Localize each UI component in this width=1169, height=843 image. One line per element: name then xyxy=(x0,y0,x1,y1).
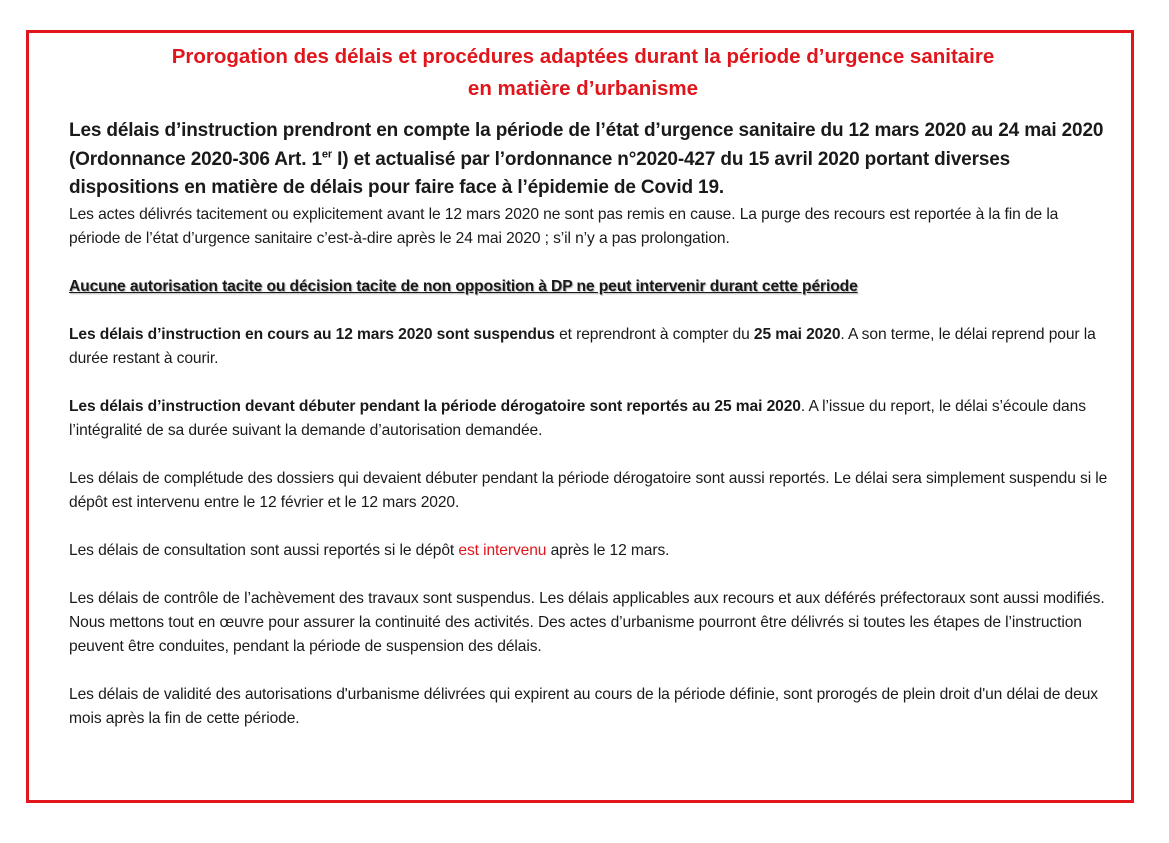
lead-paragraph xyxy=(69,117,1109,203)
lead-text-2: I) et actualisé par l’ordonnance n°2020-427 du 15 avril 2020 portant diverses dispositions en matière de délais pour faire face à l’épidemie de Covid 19. xyxy=(69,148,1011,198)
spacer xyxy=(69,515,1109,539)
lead-text-1: Les délais d’instruction prendront en compte la période de l’état d’urgence sanitaire du 12 mars 2020 au 24 mai 2020 (Ordonnance 2020-306 Art. 1 xyxy=(69,120,1104,170)
plain-text: . A l’issue du report, le délai s’écoule dans l’intégralité de sa durée suivant la demande d’autorisation demandée. xyxy=(69,397,1086,439)
document-frame xyxy=(26,30,1134,803)
plain-text: . A son terme, le délai reprend pour la durée restant à courir. xyxy=(69,325,1096,367)
spacer xyxy=(69,563,1109,587)
bold-date: 25 mai 2020 xyxy=(753,325,841,343)
spacer xyxy=(69,251,1109,275)
paragraph-consultation xyxy=(69,539,1109,563)
spacer xyxy=(69,443,1109,467)
page-title xyxy=(29,41,1137,105)
plain-text: Les délais de consultation sont aussi reportés si le dépôt xyxy=(69,541,459,559)
plain-text: après le 12 mars. xyxy=(546,541,670,559)
title-line-2: en matière d’urbanisme xyxy=(467,77,699,100)
paragraph-instruction-en-cours xyxy=(69,323,1109,371)
spacer xyxy=(69,299,1109,323)
warning-notice: Aucune autorisation tacite ou décision tacite de non opposition à DP ne peut intervenir durant cette période xyxy=(69,277,858,295)
paragraph-instruction-debut xyxy=(69,395,1109,443)
highlight-text: est intervenu xyxy=(458,541,547,559)
paragraph-controle: Les délais de contrôle de l’achèvement des travaux sont suspendus. Les délais applicables aux recours et aux déférés préfectoraux sont aussi modifiés. xyxy=(69,589,1105,607)
paragraph-continuite: Nous mettons tout en œuvre pour assurer la continuité des activités. Des actes d’urbanisme pourront être délivrés si toutes les étapes de l’instruction peuvent être conduites, pendant la période de suspension des délais. xyxy=(69,613,1082,655)
bold-text: Les délais d’instruction en cours au 12 mars 2020 sont suspendus xyxy=(69,325,555,343)
spacer xyxy=(69,659,1109,683)
spacer xyxy=(69,371,1109,395)
title-line-1: Prorogation des délais et procédures adaptées durant la période d’urgence sanitaire xyxy=(171,45,995,68)
lead-superscript: er xyxy=(321,148,333,161)
document-body xyxy=(69,117,1109,731)
paragraph-validite: Les délais de validité des autorisations d'urbanisme délivrées qui expirent au cours de la période définie, sont prorogés de plein droit d'un délai de deux mois après la fin de cette période. xyxy=(69,685,1098,727)
paragraph-completude: Les délais de complétude des dossiers qui devaient débuter pendant la période dérogatoire sont aussi reportés. Le délai sera simplement suspendu si le dépôt est intervenu entre le 12 février et le 12 mars 2020. xyxy=(69,469,1108,511)
bold-text: Les délais d’instruction devant débuter pendant la période dérogatoire sont reportés au 25 mai 2020 xyxy=(69,397,801,415)
paragraph-actes: Les actes délivrés tacitement ou explicitement avant le 12 mars 2020 ne sont pas remis en cause. La purge des recours est reportée à la fin de la période de l’état d’urgence sanitaire c’est-à-dire après le 24 mai 2020 ; s’il n’y a pas prolongation. xyxy=(69,205,1059,247)
plain-text: et reprendront à compter du xyxy=(554,325,754,343)
